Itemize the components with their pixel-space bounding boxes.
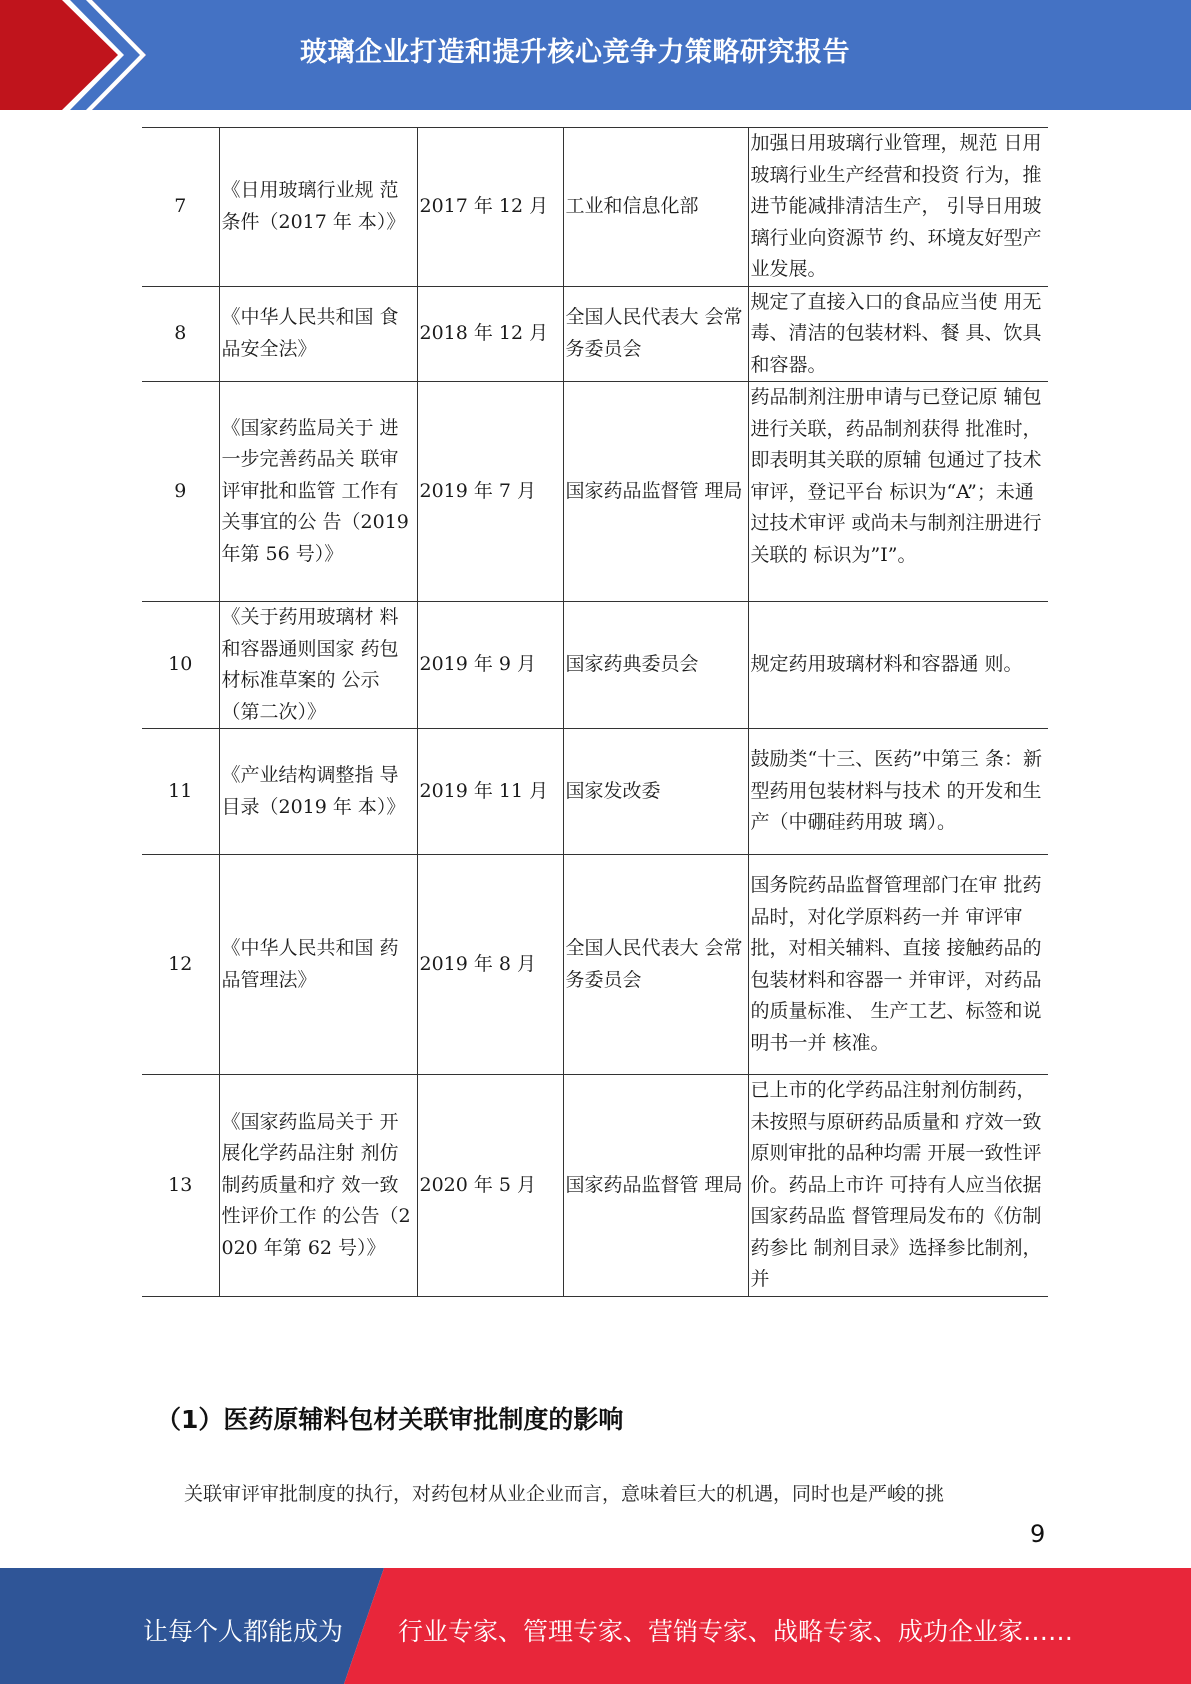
row-number: 11 xyxy=(142,729,219,855)
policy-description: 鼓励类“十三、医药”中第三 条：新型药用包装材料与技术 的开发和生产（中硼硅药用玻 璃）。 xyxy=(748,729,1048,855)
policy-description: 国务院药品监督管理部门在审 批药品时，对化学原料药一并 审评审批，对相关辅料、直接 接触药品的包装材料和容器一 并审评，对药品的质量标准、 生产工艺、标签和说明书一并 核准。 xyxy=(748,855,1048,1075)
policy-date: 2019 年 7 月 xyxy=(417,382,563,602)
policy-table xyxy=(142,127,1048,1297)
policy-name: 《国家药监局关于 开展化学药品注射 剂仿制药质量和疗 效一致性评价工作 的公告（2020 年第 62 号）》 xyxy=(219,1075,417,1297)
row-number: 7 xyxy=(142,128,219,287)
policy-date: 2018 年 12 月 xyxy=(417,286,563,382)
row-number: 9 xyxy=(142,382,219,602)
row-number: 8 xyxy=(142,286,219,382)
policy-date: 2019 年 8 月 xyxy=(417,855,563,1075)
policy-agency: 工业和信息化部 xyxy=(563,128,748,287)
policy-agency: 国家药品监督管 理局 xyxy=(563,382,748,602)
table-row xyxy=(142,286,1048,382)
table-row xyxy=(142,1075,1048,1297)
table-row xyxy=(142,382,1048,602)
policy-description: 加强日用玻璃行业管理，规范 日用玻璃行业生产经营和投资 行为，推进节能减排清洁生产， 引导日用玻璃行业向资源节 约、环境友好型产业发展。 xyxy=(748,128,1048,287)
table-row xyxy=(142,729,1048,855)
header-arrow-decoration xyxy=(0,0,150,110)
policy-description: 已上市的化学药品注射剂仿制药，未按照与原研药品质量和 疗效一致原则审批的品种均需 开展一致性评价。药品上市许 可持有人应当依据国家药品监 督管理局发布的《仿制药参比 制剂目录》选择参比制剂，并 xyxy=(748,1075,1048,1297)
row-number: 12 xyxy=(142,855,219,1075)
page-number: 9 xyxy=(1030,1520,1046,1548)
report-header xyxy=(0,0,1191,110)
policy-date: 2019 年 9 月 xyxy=(417,602,563,729)
policy-date: 2017 年 12 月 xyxy=(417,128,563,287)
table-row xyxy=(142,602,1048,729)
policy-name: 《关于药用玻璃材 料和容器通则国家 药包材标准草案的 公示（第二次）》 xyxy=(219,602,417,729)
policy-name: 《日用玻璃行业规 范条件（2017 年 本）》 xyxy=(219,128,417,287)
table-row xyxy=(142,128,1048,287)
table-row xyxy=(142,855,1048,1075)
body-paragraph: 关联审评审批制度的执行，对药包材从业企业而言，意味着巨大的机遇，同时也是严峻的挑 xyxy=(184,1483,945,1505)
policy-name: 《国家药监局关于 进一步完善药品关 联审评审批和监管 工作有关事宜的公 告（2019 年第 56 号）》 xyxy=(219,382,417,602)
policy-agency: 全国人民代表大 会常务委员会 xyxy=(563,855,748,1075)
policy-description: 规定药用玻璃材料和容器通 则。 xyxy=(748,602,1048,729)
policy-date: 2019 年 11 月 xyxy=(417,729,563,855)
section-heading: （1）医药原辅料包材关联审批制度的影响 xyxy=(156,1405,624,1434)
row-number: 10 xyxy=(142,602,219,729)
policy-name: 《产业结构调整指 导目录（2019 年 本）》 xyxy=(219,729,417,855)
policy-name: 《中华人民共和国 食品安全法》 xyxy=(219,286,417,382)
policy-agency: 全国人民代表大 会常务委员会 xyxy=(563,286,748,382)
policy-agency: 国家药品监督管 理局 xyxy=(563,1075,748,1297)
policy-agency: 国家药典委员会 xyxy=(563,602,748,729)
policy-date: 2020 年 5 月 xyxy=(417,1075,563,1297)
report-title: 玻璃企业打造和提升核心竞争力策略研究报告 xyxy=(300,37,850,68)
policy-description: 规定了直接入口的食品应当使 用无毒、清洁的包装材料、餐 具、饮具和容器。 xyxy=(748,286,1048,382)
policy-name: 《中华人民共和国 药品管理法》 xyxy=(219,855,417,1075)
footer-roles: 行业专家、管理专家、营销专家、战略专家、成功企业家…… xyxy=(398,1617,1074,1646)
policy-description: 药品制剂注册申请与已登记原 辅包进行关联，药品制剂获得 批准时，即表明其关联的原辅 包通过了技术审评，登记平台 标识为“A”；未通过技术审评 或尚未与制剂注册进行关联的 标识为”I”。 xyxy=(748,382,1048,602)
footer-slogan: 让每个人都能成为 xyxy=(143,1617,344,1646)
row-number: 13 xyxy=(142,1075,219,1297)
policy-agency: 国家发改委 xyxy=(563,729,748,855)
